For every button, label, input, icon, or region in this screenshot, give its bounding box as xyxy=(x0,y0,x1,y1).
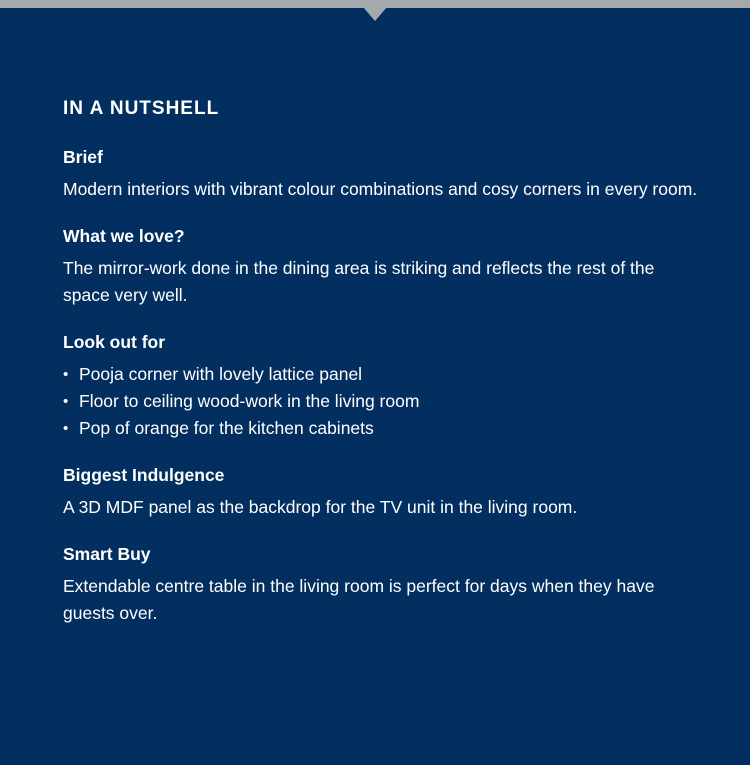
list-item xyxy=(63,415,703,442)
what-we-love-text: The mirror-work done in the dining area is striking and reflects the rest of the space very well. xyxy=(63,258,655,305)
list-item-text: Pooja corner with lovely lattice panel xyxy=(79,364,363,384)
list-item-text: Pop of orange for the kitchen cabinets xyxy=(79,418,374,438)
list-item xyxy=(63,361,703,388)
look-out-for-title: Look out for xyxy=(63,332,166,352)
pointer-arrow-icon xyxy=(363,7,387,21)
section-look-out-for xyxy=(63,329,703,442)
bullet-icon: • xyxy=(63,366,69,383)
list-item xyxy=(63,388,703,415)
what-we-love-title: What we love? xyxy=(63,226,185,246)
section-biggest-indulgence xyxy=(63,462,703,521)
section-what-we-love xyxy=(63,223,703,309)
bullet-icon: • xyxy=(63,393,69,410)
section-brief xyxy=(63,144,703,203)
biggest-indulgence-text: A 3D MDF panel as the backdrop for the TV unit in the living room. xyxy=(63,497,578,517)
biggest-indulgence-title: Biggest Indulgence xyxy=(63,465,225,485)
look-out-for-list xyxy=(63,361,703,442)
list-item-text: Floor to ceiling wood-work in the living room xyxy=(79,391,420,411)
brief-text: Modern interiors with vibrant colour combinations and cosy corners in every room. xyxy=(63,179,698,199)
smart-buy-title: Smart Buy xyxy=(63,544,151,564)
section-smart-buy xyxy=(63,541,703,627)
section-heading: IN A NUTSHELL xyxy=(63,98,220,119)
smart-buy-text: Extendable centre table in the living room is perfect for days when they have guests over. xyxy=(63,576,655,623)
bullet-icon: • xyxy=(63,420,69,437)
nutshell-content xyxy=(63,96,703,647)
brief-title: Brief xyxy=(63,147,103,167)
